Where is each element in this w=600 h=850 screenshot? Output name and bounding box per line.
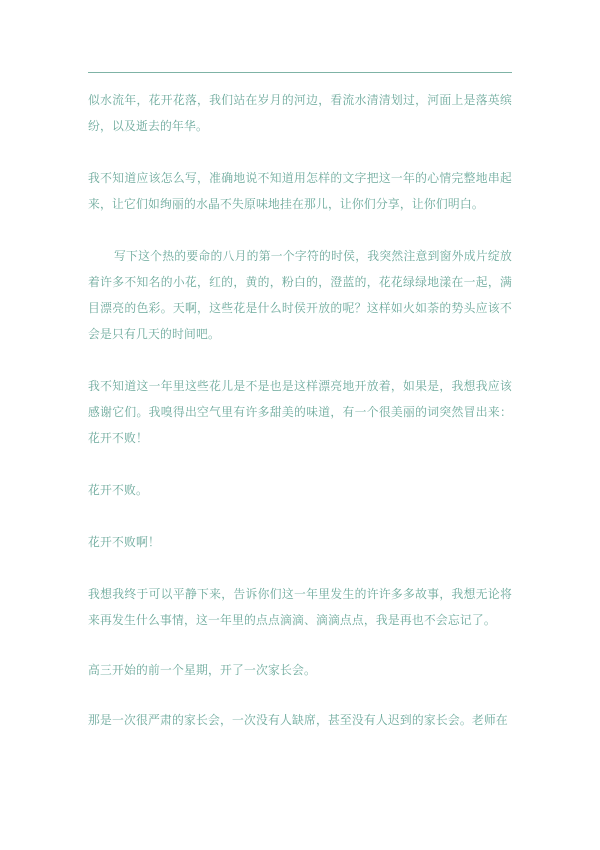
paragraph: 我不知道应该怎么写，准确地说不知道用怎样的文字把这一年的心情完整地串起来，让它们如绚丽的水晶不失原味地挂在那儿，让你们分享，让你们明白。 bbox=[88, 171, 512, 211]
paragraph: 高三开始的前一个星期，开了一次家长会。 bbox=[88, 663, 316, 677]
paragraph: 我想我终于可以平静下来，告诉你们这一年里发生的许许多多故事，我想无论将来再发生什么事情，这一年里的点点滴滴、滴滴点点，我是再也不会忘记了。 bbox=[88, 587, 512, 627]
horizontal-rule-divider bbox=[88, 72, 512, 73]
paragraph: 写下这个热的要命的八月的第一个字符的时侯，我突然注意到窗外成片绽放着许多不知名的小花，红的，黄的，粉白的，澄蓝的，花花绿绿地漾在一起，满目漂亮的色彩。天啊，这些花是什么时侯开放的呢？这样如火如荼的势头应该不会是只有几天的时间吧。 bbox=[88, 249, 512, 341]
paragraph: 我不知道这一年里这些花儿是不是也是这样漂亮地开放着，如果是，我想我应该感谢它们。我嗅得出空气里有许多甜美的味道，有一个很美丽的词突然冒出来：花开不败！ bbox=[88, 379, 512, 445]
document-body bbox=[88, 72, 512, 759]
paragraph: 花开不败。 bbox=[88, 483, 148, 497]
paragraph: 似水流年，花开花落，我们站在岁月的河边，看流水清清划过，河面上是落英缤纷，以及逝去的年华。 bbox=[88, 93, 512, 133]
paragraph: 花开不败啊！ bbox=[88, 535, 160, 549]
paragraph: 那是一次很严肃的家长会，一次没有人缺席，甚至没有人迟到的家长会。老师在 bbox=[88, 713, 508, 727]
